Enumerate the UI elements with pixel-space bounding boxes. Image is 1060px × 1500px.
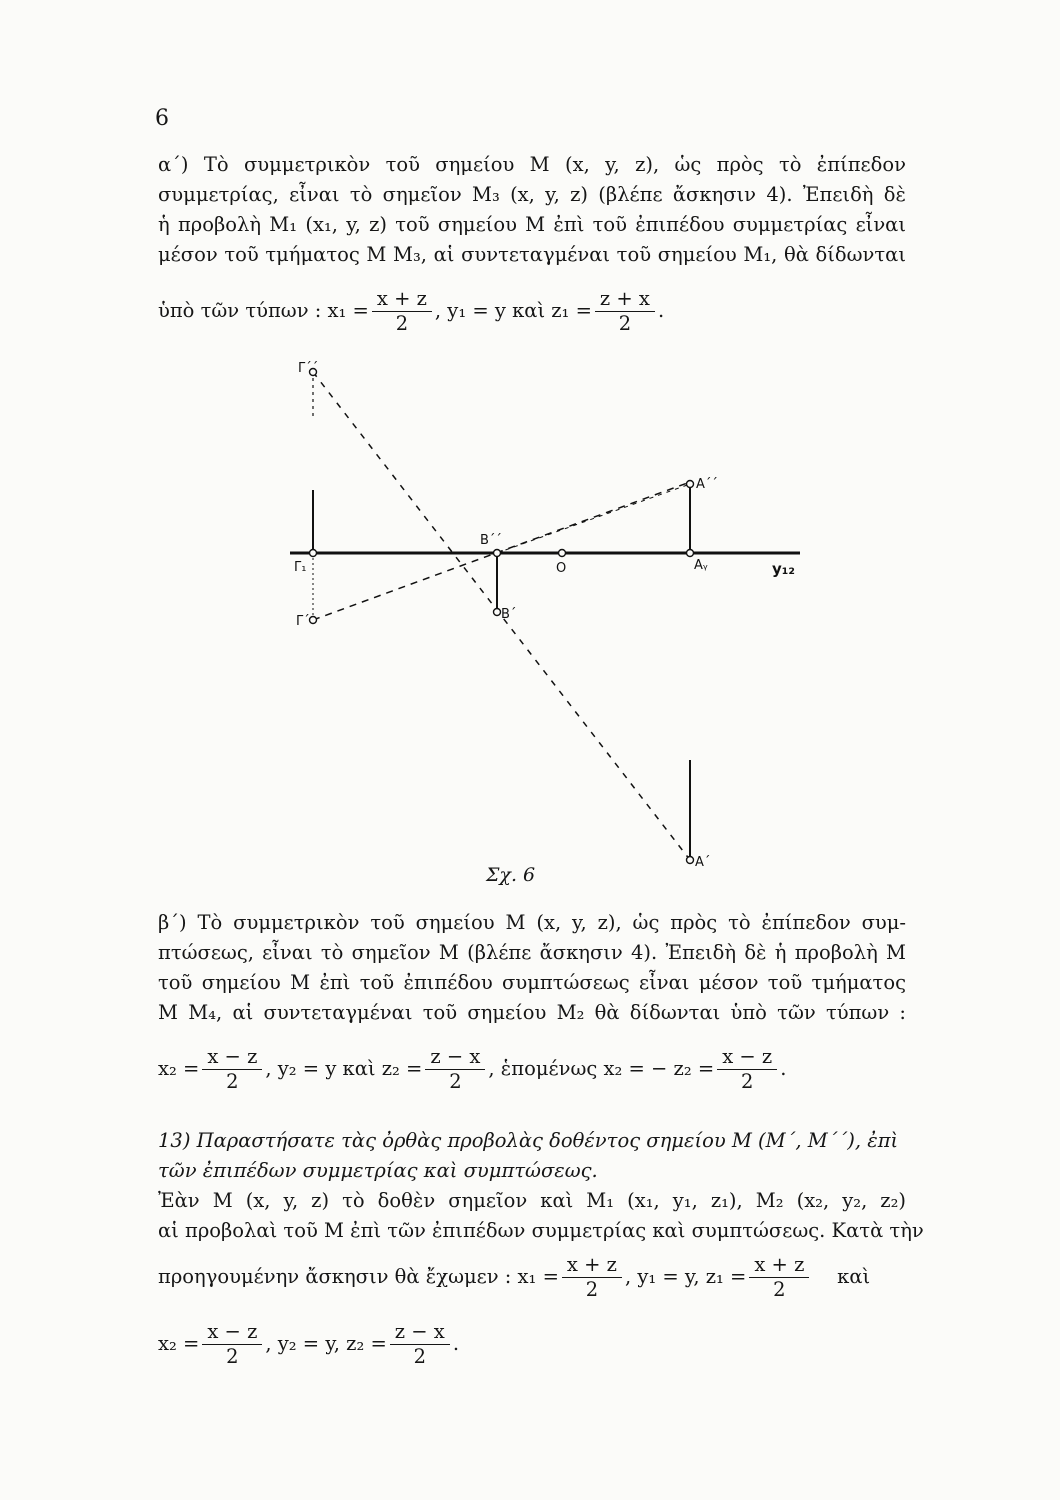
denominator: 2 bbox=[449, 1070, 462, 1093]
figure-caption: Σχ. 6 bbox=[486, 864, 536, 886]
point-beta-pp bbox=[494, 550, 501, 557]
text-line: συμμετρίας, εἶναι τὸ σημεῖον Μ₃ (x, y, z) (βλέπε ἄσκησιν 4). Ἐπειδὴ δὲ bbox=[158, 183, 906, 206]
text-line: αἱ προβολαὶ τοῦ Μ ἐπὶ τῶν ἐπιπέδων συμμετρίας καὶ συμπτώσεως. Κατὰ τὴν bbox=[158, 1219, 924, 1242]
fraction bbox=[202, 1320, 262, 1369]
denominator: 2 bbox=[585, 1278, 599, 1301]
label-alpha-pp: Α΄΄ bbox=[696, 477, 718, 492]
text-line: α΄) Τὸ συμμετρικὸν τοῦ σημείου Μ (x, y, z), ὡς πρὸς τὸ ἐπίπεδον bbox=[158, 153, 906, 176]
formula-text: , y₁ = y καὶ z₁ = bbox=[434, 299, 592, 322]
text-line: Ἐὰν Μ (x, y, z) τὸ δοθὲν σημεῖον καὶ Μ₁ (x₁, y₁, z₁), Μ₂ (x₂, y₂, z₂) bbox=[158, 1189, 906, 1212]
numerator: z − x bbox=[390, 1320, 450, 1345]
label-alpha-p: Α΄ bbox=[695, 855, 711, 870]
formula-text: , ἑπομένως x₂ = − z₂ = bbox=[488, 1057, 715, 1080]
formula-text: . bbox=[452, 1332, 460, 1355]
numerator: x − z bbox=[202, 1045, 262, 1070]
denominator: 2 bbox=[413, 1345, 427, 1368]
numerator: x + z bbox=[372, 287, 432, 312]
formula-exercise-13-first bbox=[158, 1253, 870, 1302]
point-gamma-p bbox=[310, 617, 317, 624]
exercise-13-heading: 13) Παραστήσατε τὰς ὀρθὰς προβολὰς δοθέντος σημείου Μ (Μ΄, Μ΄΄), ἐπὶ τῶν ἐπιπέδων συμμετρίας καὶ συμπτώσεως. bbox=[158, 1129, 899, 1182]
dashed-line-gamma1-alpha bbox=[313, 482, 690, 620]
denominator: 2 bbox=[226, 1070, 239, 1093]
text-line: πτώσεως, εἶναι τὸ σημεῖον Μ (βλέπε ἄσκησιν 4). Ἐπειδὴ δὲ ἡ προβολὴ Μ bbox=[158, 941, 906, 964]
fraction bbox=[717, 1045, 777, 1094]
denominator: 2 bbox=[741, 1070, 754, 1093]
formula-text: x₂ = bbox=[158, 1057, 200, 1080]
paragraph-beta bbox=[158, 908, 906, 1028]
formula-text: . bbox=[657, 299, 665, 322]
fraction bbox=[202, 1045, 262, 1094]
formula-text: καὶ bbox=[812, 1265, 871, 1288]
fraction bbox=[749, 1253, 809, 1302]
point-beta-p bbox=[494, 609, 501, 616]
formula-text: , y₂ = y καὶ z₂ = bbox=[265, 1057, 423, 1080]
label-beta-pp: Β΄΄ bbox=[480, 533, 502, 548]
numerator: x + z bbox=[562, 1253, 622, 1278]
fraction bbox=[562, 1253, 622, 1302]
numerator: z + x bbox=[595, 287, 655, 312]
text-line: μέσον τοῦ τμήματος Μ Μ₃, αἱ συντεταγμέναι τοῦ σημείου Μ₁, θὰ δίδωνται bbox=[158, 243, 906, 266]
formula-text: x₂ = bbox=[158, 1332, 200, 1355]
dashed-line-beta-alpha bbox=[497, 484, 690, 553]
point-origin bbox=[559, 550, 566, 557]
numerator: z − x bbox=[425, 1045, 485, 1070]
label-beta-p: Β΄ bbox=[501, 607, 517, 622]
formula-text: , y₁ = y, z₁ = bbox=[624, 1265, 747, 1288]
page-number: 6 bbox=[155, 106, 169, 131]
text-line: Μ Μ₄, αἱ συντεταγμέναι τοῦ σημείου Μ₂ θὰ δίδωνται ὑπὸ τῶν τύπων : bbox=[158, 1001, 906, 1024]
fraction bbox=[390, 1320, 450, 1369]
formula-text: , y₂ = y, z₂ = bbox=[265, 1332, 387, 1355]
formula-text: προηγουμένην ἄσκησιν θὰ ἔχωμεν : x₁ = bbox=[158, 1265, 559, 1288]
label-gamma-1: Γ₁ bbox=[294, 560, 307, 575]
label-origin: Ο bbox=[556, 561, 567, 576]
fraction bbox=[425, 1045, 485, 1094]
point-alpha-pp bbox=[687, 481, 694, 488]
text-line: τοῦ σημείου Μ ἐπὶ τοῦ ἐπιπέδου συμπτώσεως εἶναι μέσον τοῦ τμήματος bbox=[158, 971, 906, 994]
numerator: x − z bbox=[202, 1320, 262, 1345]
formula-beta bbox=[158, 1045, 786, 1094]
exercise-13-body bbox=[158, 1186, 924, 1246]
formula-exercise-13-second bbox=[158, 1320, 459, 1369]
text-line: ἡ προβολὴ Μ₁ (x₁, y, z) τοῦ σημείου Μ ἐπὶ τοῦ ἐπιπέδου συμμετρίας εἶναι bbox=[158, 213, 906, 236]
numerator: x − z bbox=[717, 1045, 777, 1070]
point-gamma-1 bbox=[310, 550, 317, 557]
point-alpha-y bbox=[687, 550, 694, 557]
formula-text: . bbox=[780, 1057, 787, 1080]
denominator: 2 bbox=[226, 1345, 239, 1368]
label-gamma-pp: Γ΄΄ bbox=[298, 361, 319, 376]
denominator: 2 bbox=[773, 1278, 786, 1301]
label-gamma-p: Γ΄ bbox=[296, 614, 310, 629]
numerator: x + z bbox=[749, 1253, 809, 1278]
formula-text: ὑπὸ τῶν τύπων : x₁ = bbox=[158, 299, 369, 322]
denominator: 2 bbox=[618, 312, 632, 335]
point-alpha-p bbox=[687, 857, 694, 864]
label-alpha-y: Αᵧ bbox=[694, 558, 708, 573]
label-axis-y12: y₁₂ bbox=[772, 560, 795, 578]
text-line: β΄) Τὸ συμμετρικὸν τοῦ σημείου Μ (x, y, z), ὡς πρὸς τὸ ἐπίπεδον συμ- bbox=[158, 911, 906, 934]
denominator: 2 bbox=[395, 312, 409, 335]
